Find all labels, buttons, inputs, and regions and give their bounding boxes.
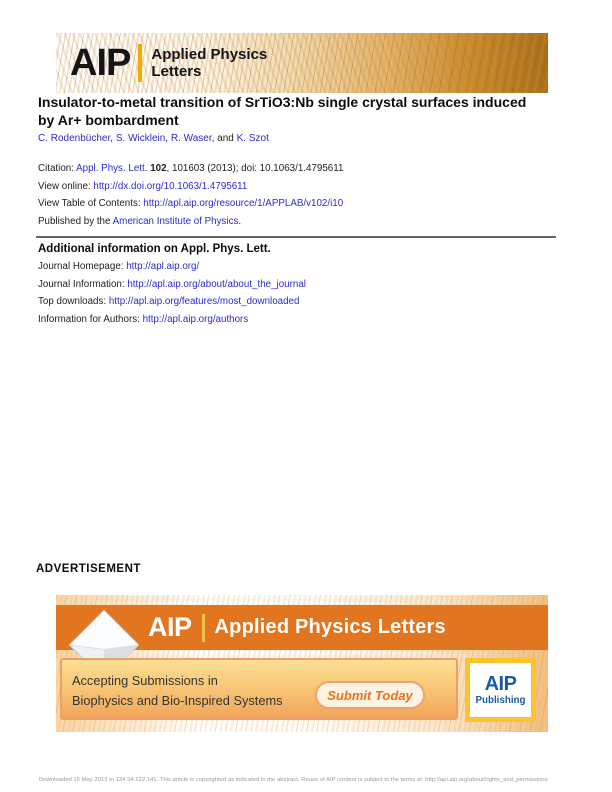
- top-downloads-label: Top downloads:: [38, 296, 109, 308]
- toc-line: [38, 195, 343, 213]
- info-for-authors-line: [38, 311, 306, 329]
- aip-link[interactable]: American Institute of Physics: [112, 215, 239, 227]
- citation-detail: , 101603 (2013); doi: 10.1063/1.4795611: [166, 163, 344, 174]
- section-divider: [36, 236, 556, 238]
- published-line: [38, 213, 343, 231]
- journal-masthead-banner: [56, 33, 548, 93]
- info-for-authors-label: Information for Authors:: [38, 313, 143, 325]
- published-suffix: .: [238, 215, 242, 227]
- journal-information-line: [38, 276, 306, 294]
- aip-publishing-logo[interactable]: [465, 658, 536, 722]
- publisher-subtitle: Publishing: [475, 695, 526, 706]
- author-separator: ,: [165, 133, 171, 144]
- additional-info-heading: Additional information on Appl. Phys. Lett.: [38, 243, 271, 255]
- advertisement-banner[interactable]: [56, 595, 548, 732]
- journal-name-line1: Applied Physics: [151, 45, 268, 63]
- citation-volume: 102: [147, 163, 167, 174]
- toc-link[interactable]: http://apl.aip.org/resource/1/APPLAB/v102/i10: [143, 198, 344, 210]
- journal-information-label: Journal Information:: [38, 278, 128, 290]
- top-downloads-line: [38, 293, 306, 311]
- journal-name: [151, 46, 267, 81]
- download-notice: Downloaded 15 May 2013 to 134.94.122.141. This article is copyrighted as indicated in the abstract. Reuse of AIP content is subject to the terms at: http://apl.aip.org/about/rights_and_permissions: [39, 777, 548, 783]
- author-list: [38, 133, 269, 144]
- submit-today-button[interactable]: Submit Today: [315, 681, 425, 709]
- author-link[interactable]: S. Wicklein: [115, 133, 166, 144]
- citation-line: [38, 160, 343, 178]
- title-line1: Insulator-to-metal transition of SrTiO3:Nb single crystal surfaces induced: [38, 94, 527, 110]
- author-link[interactable]: R. Waser: [170, 133, 212, 144]
- ad-message-line2: Biophysics and Bio-Inspired Systems: [72, 693, 283, 708]
- citation-block: [38, 160, 343, 230]
- toc-label: View Table of Contents:: [38, 198, 144, 210]
- ad-brand-divider: [202, 614, 205, 642]
- journal-homepage-line: [38, 258, 306, 276]
- ad-journal-name: Applied Physics Letters: [214, 616, 446, 638]
- view-online-label: View online:: [38, 180, 94, 192]
- ad-message-line1: Accepting Submissions in: [72, 673, 218, 688]
- additional-info-list: [38, 258, 306, 328]
- citation-journal-link[interactable]: Appl. Phys. Lett.: [76, 163, 148, 174]
- publisher-name: AIP: [484, 673, 517, 695]
- journal-homepage-label: Journal Homepage:: [38, 261, 127, 272]
- journal-name-line2: Letters: [151, 63, 202, 80]
- advertisement-label: ADVERTISEMENT: [36, 563, 141, 575]
- author-link[interactable]: C. Rodenbücher: [38, 133, 111, 144]
- published-label: Published by the: [38, 215, 113, 227]
- journal-homepage-link[interactable]: http://apl.aip.org/: [126, 261, 200, 272]
- view-online-link[interactable]: http://dx.doi.org/10.1063/1.4795611: [93, 180, 248, 192]
- title-line2: by Ar+ bombardment: [38, 111, 179, 128]
- author-link[interactable]: K. Szot: [236, 133, 269, 144]
- ad-message-box: [60, 658, 458, 720]
- author-separator: ,: [110, 133, 116, 144]
- info-for-authors-link[interactable]: http://apl.aip.org/authors: [142, 313, 249, 325]
- citation-label: Citation:: [38, 163, 77, 174]
- journal-information-link[interactable]: http://apl.aip.org/about/about_the_journal: [127, 278, 306, 290]
- ad-aip-logo: AIP: [148, 612, 192, 642]
- aip-logo: AIP: [70, 42, 131, 84]
- ad-message: [72, 671, 283, 711]
- author-conjunction: , and: [211, 133, 237, 144]
- top-downloads-link[interactable]: http://apl.aip.org/features/most_downloaded: [108, 296, 300, 308]
- masthead-divider: [138, 44, 142, 82]
- article-title: [38, 94, 558, 129]
- view-online-line: [38, 178, 343, 196]
